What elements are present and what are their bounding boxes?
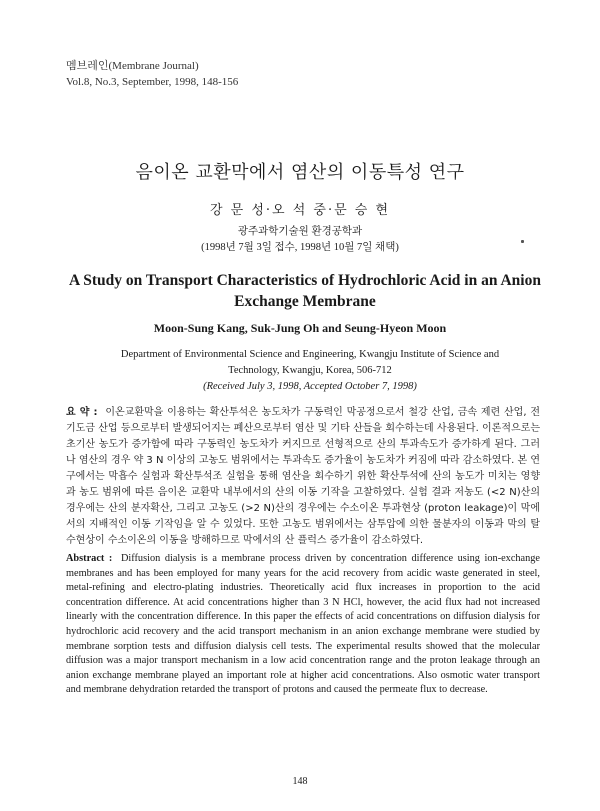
speck-mark bbox=[521, 240, 524, 243]
english-abstract bbox=[66, 552, 540, 698]
korean-abstract-text: 이온교환막을 이용하는 확산투석은 농도차가 구동력인 막공정으로서 철강 산업, 금속 제련 산업, 전기도금 산업 등으로부터 발생되어지는 폐산으로부터 염산 및 기타 산들을 회수하는데 사용된다. 이론적으로는 초기산 농도가 증가함에 따라 구동력인 농도차가 커지므로 선형적으로 산의 투과속도가 증가하게 된다. 그러나 염산의 경우 약 3 N 이상의 고농도 범위에서는 투과속도 증가율이 농도차가 커짐에 따라 감소하였다. 본 연구에서는 막흡수 실험과 확산투석조 실험을 통해 염산을 회수하기 위한 확산투석에 산의 농도가 미치는 영향과 농도 범위에 따른 음이온 교환막 내부에서의 산의 이동 기작을 고찰하였다. 실험 결과 저농도 (<2 N)산의 경우에는 산의 분자확산, 그리고 고농도 (>2 N)산의 경우에는 수소이온 투과현상 (proton leakage)이 막에서의 지배적인 이동 기작임을 알 수 있었다. 또한 고농도 범위에서는 삼투압에 의한 물분자의 이동과 막의 탈수현상이 수소이온의 이동을 방해하므로 막에서의 산 플럭스 증가율이 감소하였다. bbox=[66, 407, 540, 546]
korean-title: 음이온 교환막에서 염산의 이동특성 연구 bbox=[135, 162, 465, 183]
korean-abstract-label: 요 약 : bbox=[66, 407, 98, 418]
journal-name: 멤브레인(Membrane Journal) bbox=[66, 60, 199, 72]
korean-affiliation: 광주과학기술원 환경공학과 bbox=[237, 226, 363, 237]
page-number: 148 bbox=[292, 776, 308, 787]
korean-authors: 강 문 성·오 석 중·문 승 현 bbox=[209, 203, 391, 218]
english-abstract-text: Diffusion dialysis is a membrane process driven by concentration difference using ion-exchange membranes and has been employed for many years for the acid recovery from acidic waste generated in steel, metal-refining and electro-plating industries. Theoretically acid flux increases in proportion to the acid concentration difference. At acid concentrations higher than 3 N HCl, however, the acid flux had not increased linearly with the concentration difference. In this paper the effects of acid concentrations on diffusion dialysis for hydrochloric acid recovery and the acid transport mechanism in an anion exchange membrane were studied by membrane sorption tests and diffusion dialysis cell tests. The experimental results showed that the molecular diffusion was a major transport mechanism in a low acid concentration range and the proton leakage through an anion exchange membrane played an important role at higher acid concentrations. Also osmotic water transport and membrane dehydration retarded the transport of protons and caused the permeate flux to decrease. bbox=[66, 553, 540, 696]
english-title: A Study on Transport Characteristics of Hydrochloric Acid in an Anion Exchange Membrane bbox=[69, 272, 541, 310]
english-abstract-label: Abstract : bbox=[66, 553, 113, 564]
journal-issue: Vol.8, No.3, September, 1998, 148-156 bbox=[66, 76, 239, 88]
korean-abstract bbox=[66, 405, 540, 549]
korean-affiliation-block bbox=[0, 224, 600, 256]
korean-received: (1998년 7월 3일 접수, 1998년 10월 7일 채택) bbox=[201, 242, 399, 253]
english-affiliation-line2: Technology, Kwangju, Korea, 506-712 bbox=[228, 365, 392, 376]
english-received: (Received July 3, 1998, Accepted October 7, 1998) bbox=[203, 381, 417, 392]
english-affiliation-line1: Department of Environmental Science and Engineering, Kwangju Institute of Science and bbox=[120, 349, 500, 360]
english-authors: Moon-Sung Kang, Suk-Jung Oh and Seung-Hyeon Moon bbox=[153, 321, 447, 335]
english-affiliation-block bbox=[95, 347, 525, 395]
journal-header bbox=[66, 58, 238, 90]
